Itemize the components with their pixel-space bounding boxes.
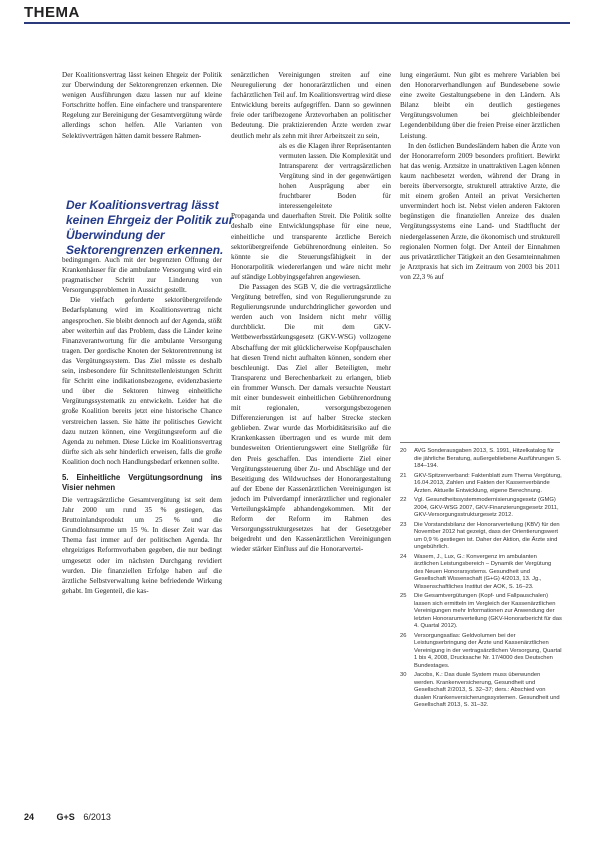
- footnotes: [400, 448, 562, 712]
- footnote-number: 25: [400, 593, 407, 599]
- footnote-number: 20: [400, 448, 407, 454]
- footnote-text: AVG Sonderausgaben 2013, S. 1991, Hitzelkatalog für die jährliche Beratung, außergebliebene Ausführungen S. 184–194.: [414, 448, 562, 469]
- page-footer: [24, 812, 111, 822]
- footnote: [400, 448, 562, 471]
- footnote: [400, 672, 562, 710]
- paragraph: Propaganda und dauerhaften Streit. Die Politik sollte deshalb eine Entwicklungsphase für eine neue, einheitliche und transparente ärztliche Bereich sektorübergreifende Gebührenordnung einleiten. So könnte sie die Steuerungsfähigkeit in der Honorarpolitik wiedererlangen und wäre nicht mehr auf ständige Lobbyingsgefahren angewiesen.: [231, 212, 391, 281]
- subheading: 5. Einheitliche Vergütungsordnung ins Visier nehmen: [62, 472, 222, 492]
- footnote-number: 24: [400, 553, 407, 560]
- paragraph: senärztlichen Vereinigungen streiten auf eine Neuregulierung der honorarärztlichen und einen fachärztlichen Teil auf. Im Koalitionsvertrag wird diese Entwicklung bereits aufgegriffen. Dann so gewinnen freie oder tarifbezogene Ärztevorhaben an politischer Bedeutung. Die praktizierenden Ärzte werden zwar deutlich mehr als zehn mit ihrer Arbeitszeit zu sein,: [231, 71, 391, 140]
- section-title: THEMA: [24, 4, 80, 21]
- footnote: [400, 633, 562, 671]
- paragraph: Die vielfach geforderte sektorübergreifende Bedarfsplanung wird im Koalitionsvertrag nicht angesprochen. Sie bleibt dennoch auf der Agenda, stößt aber weiterhin auf das Problem, dass die Länder keine Finanzverantwortung für die ambulante Versorgung tragen. Der gordische Knoten der Sektorentrennung ist das Vergütungssystem. Das Ziel müsste es deshalb sein, insbesondere für Schnittstellenleistungen Schritt für Schritt eine indikationsbezogene, evidenzbasierte und über die Sektoren hinweg einheitliche Vergütungssystematik zu entwickeln. Leider hat die große Koalition bereits jetzt eine historische Chance verstreichen lassen. Sie hätte ihr politisches Gewicht dazu nutzen können, eine Vergütungsreform auf die Agenda zu nehmen. Diese Lücke im Koalitionsvertrag dürfte sich als sehr hinderlich erweisen, falls die große Koalition doch noch Handlungsbedarf erkennen sollte.: [62, 296, 222, 466]
- paragraph: In den östlichen Bundesländern haben die Ärzte von der Honorarreform 2009 besonders profitiert. Bewirkt hat das wenig. Arztsitze in unattraktiven Lagen können kaum nachbesetzt werden, während der Drang in bereits überversorgte, strukturell attraktive Arzte, die mit einem großen Anteil an privat Versicherten unvermindert hoch ist. Nebst vielen anderen Faktoren begünstigen die finanziellen Anreize des dualen Vergütungssystems eine Land- und Stadtflucht der niedergelassenen Ärzte, die ökonomisch und strukturell regionalen Normen folgt. Der Anteil der Einnahmen aus privatärztlicher Tätigkeit an den Gesamteinnahmen je Arztpraxis hat sich im Zeitraum von 2003 bis 2011 von 22,3 % auf: [400, 141, 560, 281]
- footnote-text: Jacobs, K.: Das duale System muss überwunden werden. Krankenversicherung, Gesundheit und Gesellschaft 2/2013, S. 32–37; ders.: Abschied von dualen Krankenversicherungssystemen. Gesundheit und Gesellschaft 2013, S. 31–32.: [414, 672, 560, 708]
- footnote-text: Versorgungsatlas: Geldvolumen bei der Leistungserbringung der Ärzte und Kassenärztlichen Vereinigung in der vertragsärztlichen Versorgung, Quartal 1 bis 4, 2008, Drucksache Nr. 17/4000 des Deutschen Bundestages.: [414, 632, 562, 669]
- issue-number: 6/2013: [83, 812, 111, 822]
- column-1-top: [62, 70, 222, 141]
- paragraph: Die Passagen des SGB V, die die vertragsärztliche Vergütung betreffen, sind von Regulierungsrunde zu Regulierungsrunde undurchdringlicher geworden und werden auch von Insidern nicht mehr völlig durchblickt. Die mit dem GKV-Wettbewerbsstärkungsgesetz (GKV-WSG) vollzogene Abschaffung der mit glücklicherweise Kopfpauschalen hat diesen Trend nicht aufhalten können, sondern eher beschleunigt. Das Ziel aller Beteiligten, mehr Transparenz und Berechenbarkeit zu erlangen, blieb ein frommer Wunsch. Der damals versuchte Neustart mit einer bundesweit einheitlichen Gebührenordnung mit regionalen, versorgungsbezogenen Differenzierungen ist auf halber Strecke stecken geblieben. Zwar wurde das Morbiditätsrisiko auf die Krankenkassen übertragen und es wurde mit dem bundesweiten Orientierungswert eine Stellgröße für den Preis geschaffen. Das intendierte Ziel einer Vergütungssteuerung über Zu- und Abschläge und der Beseitigung des Wildwuchses der Honorargestaltung auf der Ebene der Kassenärztlichen Vereinigungen ist jedoch im Pulverdampf innerärztlicher und regionaler Verteilungskämpfe abhandengekommen. Mit der Reform der Reform im Rahmen des Versorgungsstrukturgesetzes hat der Gesetzgeber beigedreht und den Kassenärztlichen Vereinigungen wieder stärker Einfluss auf die Honorarvertei-: [231, 282, 391, 554]
- magazine-logo: G+S: [56, 812, 75, 822]
- footnote-text: Die Vorstandsbilanz der Honorarverteilung (KBV) für den November 2012 hat gezeigt, dass der Orientierungswert um 0,9 % gestiegen ist. Daher der Aktion, die Ärzte sind ungebührlich.: [414, 521, 560, 550]
- footnote: [400, 497, 562, 520]
- footnotes-rule: [400, 442, 560, 443]
- column-1-bottom: [62, 255, 222, 596]
- footnote-number: 30: [400, 672, 407, 678]
- footnote: [400, 593, 562, 631]
- column-2: [231, 70, 391, 555]
- header-rule: [24, 22, 570, 24]
- paragraph: Der Koalitionsvertrag lässt keinen Ehrgeiz der Politik zur Überwindung der Sektorengrenzen erkennen. Die wenigen Ausführungen dazu lassen nur auf kleine Fortschritte hoffen. Eine einfachere und transparentere Regelung zur Bereinigung der Gesamtvergütung würde allerdings schon helfen. Alle Varianten von Selektivverträgen hätten damit bessere Rahmen-: [62, 71, 222, 140]
- footnote-number: 26: [400, 632, 407, 639]
- paragraph: bedingungen. Auch mit der begrenzten Öffnung der Krankenhäuser für die ambulante Versorgung wird ein pragmatischer Schritt zur Linderung von Versorgungsproblemen in Aussicht gestellt.: [62, 256, 222, 295]
- footnote-number: 22: [400, 497, 407, 503]
- column-3: [400, 70, 560, 282]
- footnote-text: GKV-Spitzenverband: Faktenblatt zum Thema Vergütung, 16.04.2013, Zahlen und Fakten der Kassenverbände Ärzten. Aktuelle Entwicklung, eigene Berechnung.: [414, 472, 562, 494]
- footnote-text: Wasem, J., Lux, G.: Konvergenz im ambulanten ärztlichen Leistungsbereich – Dynamik der Vergütung des Neuen Honorarsystems. Gesundheit und Gesellschaft Wissenschaft (G+G) 4/2013, 13. Jg., Wissenschaftliches Institut der AOK, S. 16–23.: [414, 553, 552, 590]
- footnote-number: 21: [400, 472, 407, 479]
- footnote: [400, 554, 562, 592]
- footnote: [400, 473, 562, 496]
- pull-quote: Der Koalitionsvertrag lässt keinen Ehrgeiz der Politik zur Überwindung der Sektorengrenzen erkennen.: [66, 198, 234, 257]
- page-header: [0, 0, 594, 22]
- page-number: 24: [24, 812, 35, 822]
- footnote-number: 23: [400, 521, 407, 528]
- paragraph: lung eingeräumt. Nun gibt es mehrere Variablen bei den Honorarverhandlungen auf Bundesebene sowie eine zweite Gestaltungsebene in den Ländern. Als Bilanz bleibt ein deutlich gestiegenes Vergütungsvolumen bei gleichbleibender Legendenbildung über die freien Preise einer ärztlichen Leistung.: [400, 71, 560, 140]
- paragraph: Die vertragsärztliche Gesamtvergütung ist seit dem Jahr 2000 um rund 35 % gestiegen, das Bruttoinlandsprodukt um 25 % und die Grundlohnsumme um 15 %. In dieser Zeit war das Thema fast immer auf der politischen Agenda. Ihr ehrgeiziges Reformvorhaben gegeben, die nur bedingt umgesetzt oder im nächsten Durchgang revidiert wurden. Die finanziellen Erfolge haben auf die ärztliche Selbstverwaltung keine befriedende Wirkung gehabt. Im Gegenteil, die kas-: [62, 495, 222, 595]
- footnote-text: Die Gesamtvergütungen (Kopf- und Fallpauschalen) lassen sich ermitteln im Vergleich der Kassenärztlichen Vereinigungen mehr Informationen zur Anwendung der letzten Honorarumverteilung (GKV-Honorarbericht für das 4. Quartal 2012).: [414, 593, 562, 629]
- paragraph-inset: als es die Klagen ihrer Repräsentanten vermuten lassen. Die Komplexität und Intransparenz der vertragsärztlichen Vergütung sind in der gegenwärtigen hohen Ausprägung aber ein fruchtbarer Boden für interessengeleitete: [279, 141, 391, 211]
- footnote: [400, 522, 562, 552]
- footnote-text: Vgl. Gesundheitssystemmodernisierungsgesetz (GMG) 2004, GKV-WSG 2007, GKV-Finanzierungsgesetz 2011, GKV-Versorgungsstrukturgesetz 2012.: [414, 497, 559, 518]
